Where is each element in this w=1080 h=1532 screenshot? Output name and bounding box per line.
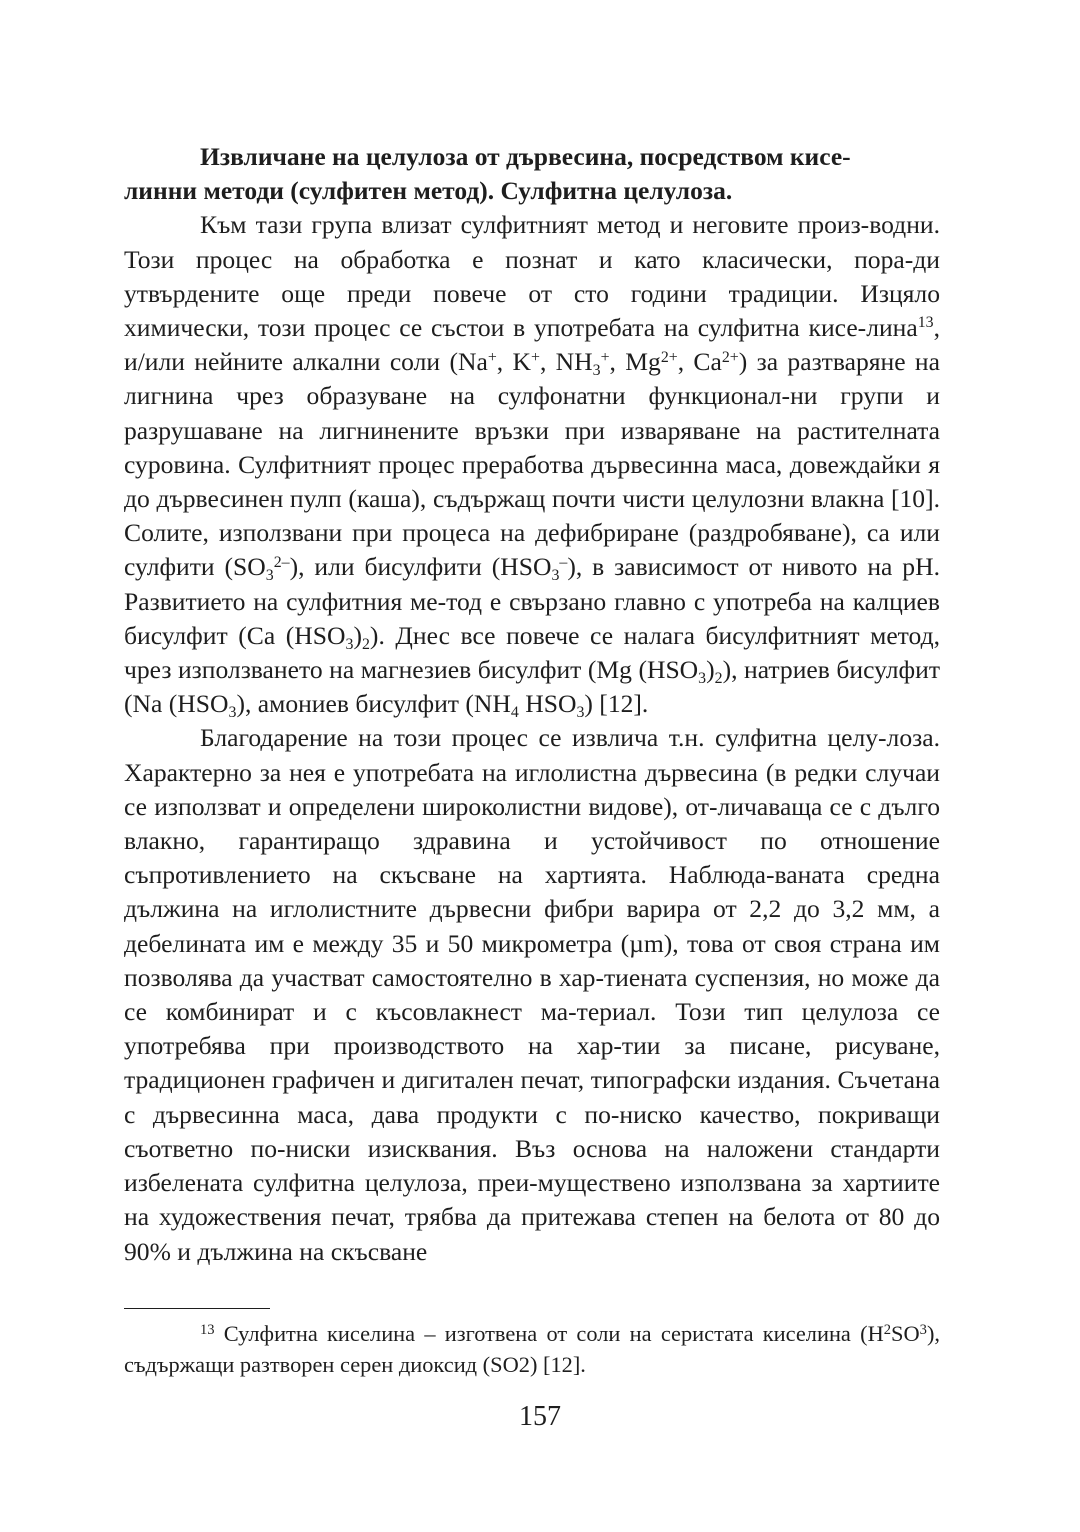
superscript: 2–	[273, 553, 290, 571]
subscript: 3	[592, 361, 601, 379]
text-run: )	[353, 620, 362, 650]
body-text	[124, 140, 940, 1269]
superscript: 3	[919, 1321, 927, 1338]
text-run: ). Днес все повече се налага бисулфитният метод, чрез използването на магнезиев бисулфит (Mg (HSO	[124, 620, 941, 685]
footnote-divider	[124, 1308, 270, 1309]
text-run: ), амониев бисулфит (NH	[236, 689, 511, 719]
superscript: 2+	[721, 348, 739, 366]
text-run: , NH	[539, 347, 593, 377]
section-heading	[124, 140, 940, 208]
subscript: 4	[510, 704, 519, 721]
superscript: +	[600, 348, 610, 366]
text-run: ) [12].	[584, 689, 649, 719]
subscript: 3	[551, 567, 560, 585]
text-run: , K	[496, 347, 531, 377]
subscript: 2	[714, 669, 723, 687]
text-run: Сулфитна киселина – изготвена от соли на серистата киселина (H	[214, 1321, 884, 1346]
paragraph-1	[124, 208, 940, 721]
heading-line-1: Извличане на целулоза от дървесина, посредством кисе-	[200, 142, 851, 171]
text-run: ), натриев бисулфит (Na (HSO	[124, 655, 940, 719]
subscript: 3	[576, 704, 585, 721]
page-number: 157	[519, 1401, 561, 1432]
text-run: ) за разтваряне на лигнина чрез образуване на сулфонатни функционал-ни групи и разрушаване на лигнинените връзки при изваряване на растителната суровина. Сулфитният процес преработва дървесинна маса, довеждайки я до дървесинен пулп (каша), съдържащ почти чисти целулозни влакна [10]. Солите, използвани при процеса на дефибриране (раздробяване), са или сулфити (SO	[124, 347, 940, 582]
paragraph-2: Благодарение на този процес се извлича т.н. сулфитна целу-лоза. Характерно за нея е употребата на иглолистна дървесина (в редки случаи се използват и определени широколистни видове), от-личаваща се с дълго влакно, гарантиращо здравина и устойчивост по отношение съпротивлението на скъсване на хартията. Наблюда-ваната средна дължина на иглолистните дървесни фибри варира от 2,2 до 3,2 мм, а дебелината им е между 35 и 50 микрометра (µm), това от своя страна им позволява да участват самостоятелно в хар-тиената суспензия, но може да се комбинират и с късовлакнест ма-териал. Този тип целулоза се употребява при производството на хар-тии за писане, рисуване, традиционен графичен и дигитален печат, типографски издания. Съчетана с дървесинна маса, дава продукти с по-ниско качество, покриващи съответно по-ниски изисквания. Въз основа на наложени стандарти избелената сулфитна целулоза, преи-муществено използвана за хартиите на художествения печат, трябва да притежава степен на белота от 80 до 90% и дължина на скъсване	[124, 723, 940, 1266]
text-run: ), съдържащи разтворен серен диоксид (SO2) [12].	[124, 1321, 940, 1377]
text-run: ), или бисулфити (HSO	[289, 552, 552, 582]
superscript: 2	[883, 1321, 892, 1338]
subscript: 3	[698, 669, 707, 687]
superscript: 2+	[660, 348, 678, 366]
text-run: , Ca	[677, 347, 722, 377]
superscript: +	[530, 348, 540, 366]
footnote	[124, 1318, 940, 1380]
footnote-reference[interactable]: 13	[917, 314, 934, 332]
heading-line-2: линни методи (сулфитен метод). Сулфитна целулоза.	[124, 176, 733, 206]
subscript: 3	[345, 635, 354, 653]
superscript: +	[487, 348, 497, 366]
subscript: 3	[228, 704, 237, 721]
text-run: SO	[891, 1321, 920, 1346]
text-run: HSO	[518, 689, 577, 719]
text-run: )	[706, 655, 715, 685]
text-run: ), в зависимост от нивото на pH. Развитието на сулфитния ме-тод е свързано главно с употреба на калциев бисулфит (Ca (HSO	[124, 552, 940, 650]
text-run: , и/или нейните алкални соли (Na	[124, 313, 940, 377]
footnote-number: 13	[200, 1321, 215, 1338]
text-run: , Mg	[609, 347, 661, 377]
subscript: 3	[265, 567, 274, 585]
text-run: Към тази група влизат сулфитният метод и неговите произ-водни. Този процес на обработка е познат и като класически, пора-ди утвърдените още преди повече от сто години традиции. Изцяло химически, този процес се състои в употребата на сулфитна кисе-лина	[124, 210, 940, 343]
superscript: –	[559, 553, 568, 571]
subscript: 2	[361, 635, 370, 653]
